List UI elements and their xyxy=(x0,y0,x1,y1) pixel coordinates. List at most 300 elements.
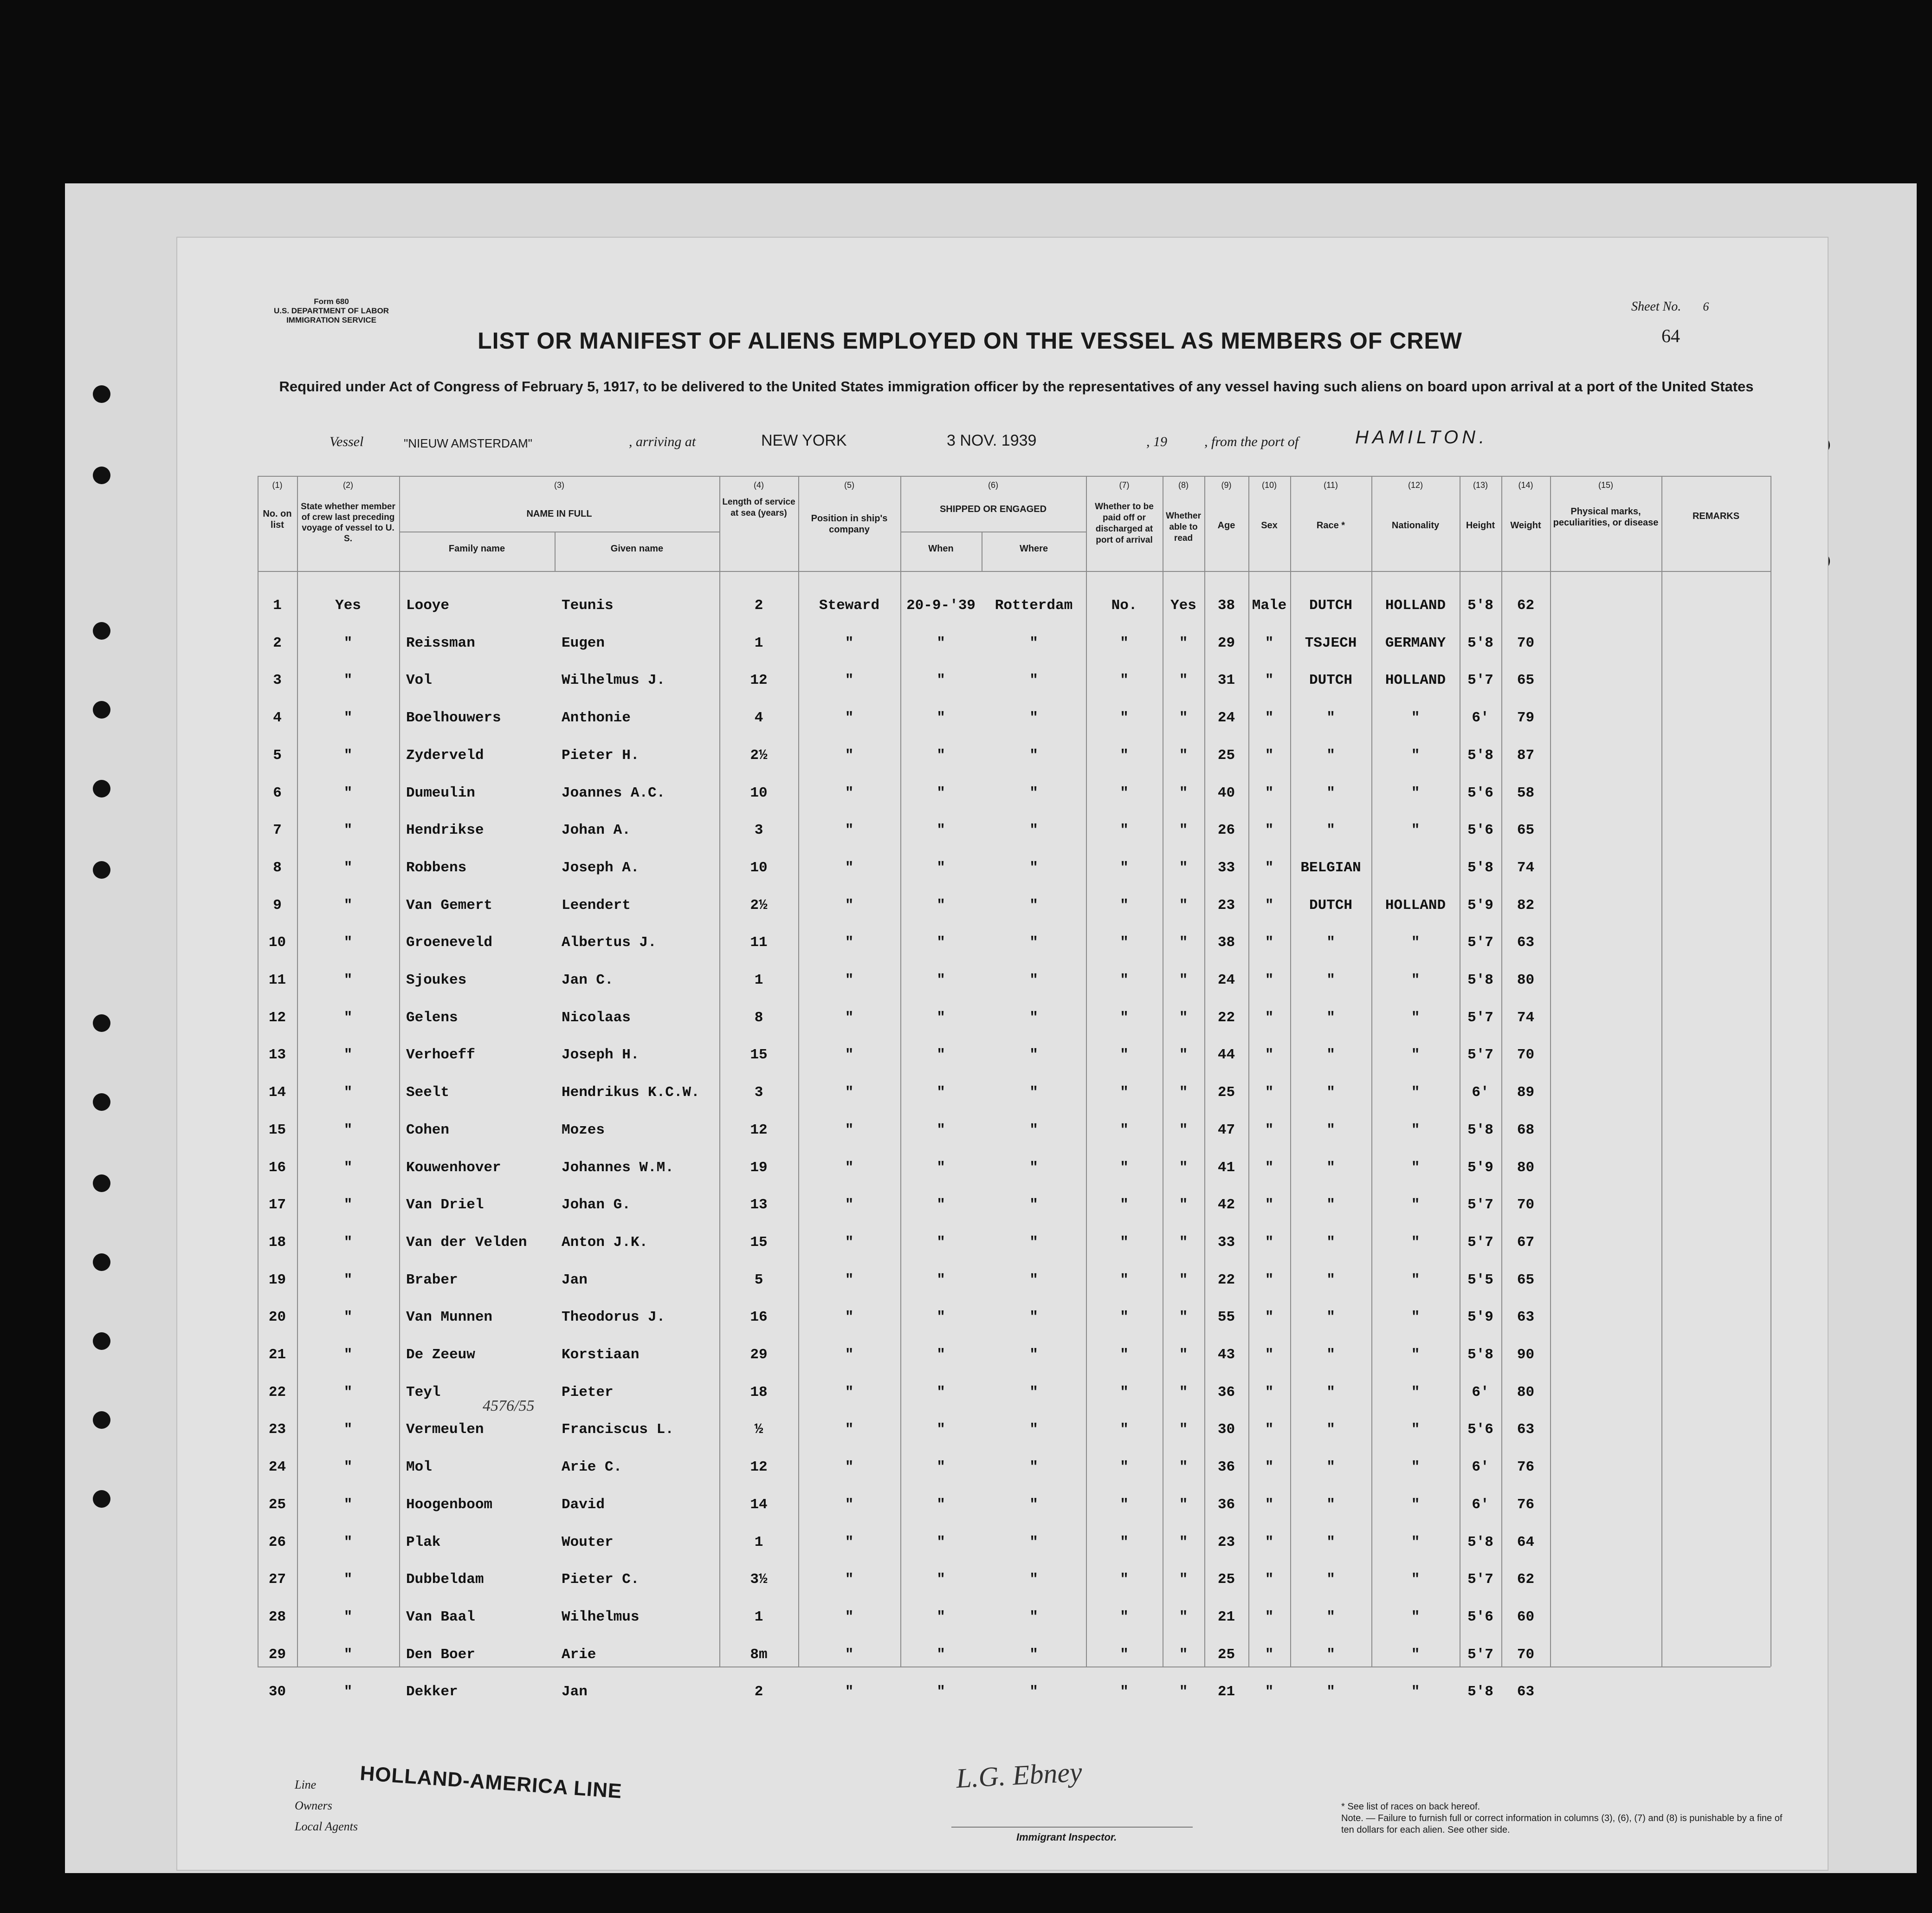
cell-shipped-where: " xyxy=(1029,1684,1038,1700)
cell-race: TSJECH xyxy=(1305,635,1357,651)
cell-shipped-when: " xyxy=(937,1384,945,1401)
cell-length-service: 13 xyxy=(750,1197,768,1213)
cell-weight: 70 xyxy=(1517,1047,1535,1063)
cell-sex: " xyxy=(1265,747,1274,764)
cell-row-number: 8 xyxy=(273,859,282,876)
cell-height: 5'8 xyxy=(1467,635,1493,651)
cell-shipped-when: " xyxy=(937,1347,945,1363)
cell-row-number: 25 xyxy=(268,1496,286,1513)
cell-family-name: Van Munnen xyxy=(406,1309,493,1326)
table-row xyxy=(258,924,1770,961)
table-row xyxy=(258,1112,1770,1149)
cell-height: 6' xyxy=(1472,1384,1489,1401)
cell-paid-off: " xyxy=(1120,1234,1129,1251)
cell-state-member: " xyxy=(343,1684,353,1700)
cell-height: 5'8 xyxy=(1467,597,1493,614)
cell-state-member: " xyxy=(343,710,353,726)
cell-shipped-where: " xyxy=(1029,635,1038,651)
cell-given-name: Nicolaas xyxy=(562,1009,631,1026)
cell-able-read: " xyxy=(1179,747,1188,764)
cell-length-service: 11 xyxy=(750,934,768,951)
cell-shipped-when: " xyxy=(937,822,945,839)
cell-able-read: " xyxy=(1179,1084,1188,1101)
cell-length-service: 16 xyxy=(750,1309,768,1326)
cell-state-member: " xyxy=(343,747,353,764)
arriving-label: , arriving at xyxy=(629,434,696,449)
table-row xyxy=(258,1149,1770,1187)
cell-age: 30 xyxy=(1217,1421,1235,1438)
cell-height: 5'7 xyxy=(1467,1234,1493,1251)
cell-weight: 89 xyxy=(1517,1084,1535,1101)
cell-length-service: 14 xyxy=(750,1496,768,1513)
row22-annotation: 4576/55 xyxy=(483,1397,535,1414)
cell-position: " xyxy=(845,859,854,876)
cell-state-member: " xyxy=(343,897,353,914)
col-num: (2) xyxy=(343,480,353,490)
agents-label: Local Agents xyxy=(295,1820,358,1833)
cell-paid-off: " xyxy=(1120,1009,1129,1026)
cell-paid-off: " xyxy=(1120,897,1129,914)
cell-state-member: " xyxy=(343,1496,353,1513)
cell-shipped-when: " xyxy=(937,710,945,726)
cell-paid-off: " xyxy=(1120,972,1129,988)
col-num: (11) xyxy=(1324,480,1338,490)
cell-state-member: " xyxy=(343,1234,353,1251)
col-num: (10) xyxy=(1261,480,1277,490)
cell-shipped-when: " xyxy=(937,1571,945,1588)
cell-age: 25 xyxy=(1217,747,1235,764)
cell-family-name: Reissman xyxy=(406,635,475,651)
cell-able-read: " xyxy=(1179,1384,1188,1401)
cell-given-name: Wouter xyxy=(562,1534,614,1550)
cell-sex: " xyxy=(1265,1534,1274,1550)
cell-age: 36 xyxy=(1217,1384,1235,1401)
cell-race: " xyxy=(1326,1534,1335,1550)
cell-position: " xyxy=(845,1571,854,1588)
header-state-member: State whether member of crew last preceding voyage of vessel to U. S. xyxy=(301,502,395,544)
header-age: Age xyxy=(1217,520,1235,531)
cell-sex: Male xyxy=(1252,597,1287,614)
cell-length-service: 1 xyxy=(754,972,763,988)
cell-family-name: Looye xyxy=(406,597,450,614)
cell-row-number: 15 xyxy=(268,1122,286,1138)
binder-hole xyxy=(93,1490,110,1508)
cell-shipped-when: " xyxy=(937,747,945,764)
cell-nationality: " xyxy=(1411,1009,1420,1026)
cell-height: 5'6 xyxy=(1467,822,1493,839)
cell-paid-off: " xyxy=(1120,1459,1129,1476)
cell-position: " xyxy=(845,1047,854,1063)
cell-state-member: " xyxy=(343,1047,353,1063)
cell-race: " xyxy=(1326,1384,1335,1401)
cell-state-member: " xyxy=(343,1646,353,1663)
cell-family-name: De Zeeuw xyxy=(406,1347,475,1363)
cell-shipped-when: " xyxy=(937,1608,945,1625)
cell-sex: " xyxy=(1265,1197,1274,1213)
cell-age: 22 xyxy=(1217,1009,1235,1026)
header-name-in-full: NAME IN FULL xyxy=(526,509,592,519)
cell-length-service: 5 xyxy=(754,1271,763,1288)
cell-weight: 80 xyxy=(1517,1384,1535,1401)
cell-age: 40 xyxy=(1217,785,1235,801)
cell-state-member: " xyxy=(343,934,353,951)
cell-shipped-when: " xyxy=(937,1646,945,1663)
cell-length-service: ½ xyxy=(754,1421,763,1438)
table-row xyxy=(258,1299,1770,1336)
cell-age: 24 xyxy=(1217,972,1235,988)
cell-race: " xyxy=(1326,934,1335,951)
cell-given-name: Teunis xyxy=(562,597,614,614)
cell-shipped-when: " xyxy=(937,1534,945,1550)
cell-row-number: 3 xyxy=(273,672,282,689)
inspector-label: Immigrant Inspector. xyxy=(1016,1831,1117,1843)
cell-shipped-when: 20-9-'39 xyxy=(906,597,976,614)
table-row xyxy=(258,850,1770,887)
cell-state-member: " xyxy=(343,1309,353,1326)
table-row xyxy=(258,887,1770,924)
binder-hole xyxy=(93,622,110,640)
table-row xyxy=(258,1449,1770,1486)
cell-nationality: " xyxy=(1411,1122,1420,1138)
cell-able-read: " xyxy=(1179,1571,1188,1588)
cell-race: " xyxy=(1326,1197,1335,1213)
sheet-label: Sheet No. xyxy=(1631,299,1681,314)
cell-family-name: Den Boer xyxy=(406,1646,475,1663)
cell-height: 5'7 xyxy=(1467,934,1493,951)
cell-race: " xyxy=(1326,1309,1335,1326)
cell-shipped-when: " xyxy=(937,897,945,914)
cell-family-name: Seelt xyxy=(406,1084,450,1101)
cell-sex: " xyxy=(1265,822,1274,839)
cell-sex: " xyxy=(1265,1496,1274,1513)
cell-height: 6' xyxy=(1472,1496,1489,1513)
cell-given-name: Mozes xyxy=(562,1122,605,1138)
sheet-number-field xyxy=(1631,299,1709,314)
cell-sex: " xyxy=(1265,1347,1274,1363)
cell-given-name: Albertus J. xyxy=(562,934,657,951)
binder-hole xyxy=(93,1411,110,1429)
binder-hole xyxy=(93,701,110,719)
cell-state-member: " xyxy=(343,1159,353,1176)
col-num: (14) xyxy=(1518,480,1533,490)
cell-weight: 68 xyxy=(1517,1122,1535,1138)
table-row xyxy=(258,999,1770,1037)
cell-state-member: Yes xyxy=(335,597,361,614)
cell-shipped-where: " xyxy=(1029,934,1038,951)
cell-nationality: HOLLAND xyxy=(1385,672,1446,689)
cell-position: " xyxy=(845,972,854,988)
table-row xyxy=(258,1486,1770,1524)
cell-row-number: 12 xyxy=(268,1009,286,1026)
cell-length-service: 3 xyxy=(754,1084,763,1101)
table-row xyxy=(258,1187,1770,1224)
cell-race: " xyxy=(1326,710,1335,726)
cell-position: " xyxy=(845,1084,854,1101)
cell-age: 36 xyxy=(1217,1496,1235,1513)
cell-able-read: Yes xyxy=(1170,597,1196,614)
cell-weight: 87 xyxy=(1517,747,1535,764)
cell-given-name: Arie C. xyxy=(562,1459,622,1476)
cell-nationality: " xyxy=(1411,1271,1420,1288)
header-physical: Physical marks, peculiarities, or disease xyxy=(1553,506,1659,528)
cell-length-service: 12 xyxy=(750,1459,768,1476)
page-title: LIST OR MANIFEST OF ALIENS EMPLOYED ON THE VESSEL AS MEMBERS OF CREW xyxy=(478,328,1462,354)
cell-length-service: 15 xyxy=(750,1234,768,1251)
header-height: Height xyxy=(1466,520,1495,531)
cell-weight: 74 xyxy=(1517,1009,1535,1026)
cell-family-name: Dumeulin xyxy=(406,785,475,801)
cell-able-read: " xyxy=(1179,1122,1188,1138)
cell-family-name: Boelhouwers xyxy=(406,710,501,726)
cell-given-name: Anton J.K. xyxy=(562,1234,648,1251)
cell-paid-off: " xyxy=(1120,1159,1129,1176)
header-length-service: Length of service at sea (years) xyxy=(722,497,795,518)
cell-row-number: 13 xyxy=(268,1047,286,1063)
page-number: 64 xyxy=(1661,325,1680,346)
cell-shipped-where: " xyxy=(1029,1384,1038,1401)
cell-age: 44 xyxy=(1217,1047,1235,1063)
cell-row-number: 11 xyxy=(268,972,286,988)
cell-nationality: " xyxy=(1411,1084,1420,1101)
cell-race: " xyxy=(1326,1047,1335,1063)
binder-hole xyxy=(93,1014,110,1032)
cell-position: " xyxy=(845,1234,854,1251)
cell-height: 5'8 xyxy=(1467,1122,1493,1138)
cell-weight: 60 xyxy=(1517,1608,1535,1625)
cell-paid-off: " xyxy=(1120,785,1129,801)
cell-height: 5'5 xyxy=(1467,1271,1493,1288)
cell-race: DUTCH xyxy=(1309,597,1352,614)
cell-paid-off: " xyxy=(1120,1309,1129,1326)
cell-length-service: 8m xyxy=(750,1646,768,1663)
cell-age: 33 xyxy=(1217,859,1235,876)
cell-able-read: " xyxy=(1179,785,1188,801)
cell-able-read: " xyxy=(1179,1646,1188,1663)
cell-sex: " xyxy=(1265,1646,1274,1663)
cell-shipped-when: " xyxy=(937,934,945,951)
cell-state-member: " xyxy=(343,1347,353,1363)
cell-race: " xyxy=(1326,1122,1335,1138)
cell-able-read: " xyxy=(1179,1234,1188,1251)
cell-height: 5'7 xyxy=(1467,1571,1493,1588)
cell-family-name: Braber xyxy=(406,1271,458,1288)
cell-position: " xyxy=(845,635,854,651)
cell-height: 5'7 xyxy=(1467,1197,1493,1213)
cell-weight: 63 xyxy=(1517,1309,1535,1326)
binder-hole xyxy=(93,1253,110,1271)
cell-race: DUTCH xyxy=(1309,672,1352,689)
cell-height: 5'7 xyxy=(1467,1009,1493,1026)
cell-sex: " xyxy=(1265,1159,1274,1176)
cell-able-read: " xyxy=(1179,1271,1188,1288)
header-sex: Sex xyxy=(1261,520,1278,531)
cell-row-number: 30 xyxy=(268,1684,286,1700)
cell-paid-off: " xyxy=(1120,1271,1129,1288)
cell-position: " xyxy=(845,1009,854,1026)
header-when: When xyxy=(928,544,954,554)
cell-shipped-when: " xyxy=(937,785,945,801)
col-num: (12) xyxy=(1408,480,1423,490)
cell-height: 5'7 xyxy=(1467,1646,1493,1663)
cell-sex: " xyxy=(1265,972,1274,988)
cell-paid-off: " xyxy=(1120,1047,1129,1063)
cell-age: 26 xyxy=(1217,822,1235,839)
header-where: Where xyxy=(1019,544,1048,554)
cell-given-name: Pieter C. xyxy=(562,1571,640,1588)
binder-hole xyxy=(93,1093,110,1111)
cell-paid-off: " xyxy=(1120,635,1129,651)
cell-age: 22 xyxy=(1217,1271,1235,1288)
cell-height: 5'8 xyxy=(1467,747,1493,764)
cell-shipped-when: " xyxy=(937,1309,945,1326)
cell-height: 5'8 xyxy=(1467,1534,1493,1550)
cell-position: " xyxy=(845,1271,854,1288)
cell-row-number: 2 xyxy=(273,635,282,651)
cell-able-read: " xyxy=(1179,1534,1188,1550)
inspector-signature: L.G. Ebney xyxy=(955,1756,1083,1794)
cell-nationality: " xyxy=(1411,1159,1420,1176)
cell-row-number: 24 xyxy=(268,1459,286,1476)
cell-row-number: 27 xyxy=(268,1571,286,1588)
cell-age: 33 xyxy=(1217,1234,1235,1251)
binder-hole xyxy=(93,780,110,798)
cell-length-service: 10 xyxy=(750,859,768,876)
cell-able-read: " xyxy=(1179,972,1188,988)
cell-weight: 62 xyxy=(1517,1571,1535,1588)
cell-race: " xyxy=(1326,1234,1335,1251)
cell-position: " xyxy=(845,897,854,914)
cell-race: " xyxy=(1326,747,1335,764)
cell-weight: 74 xyxy=(1517,859,1535,876)
cell-given-name: Eugen xyxy=(562,635,605,651)
cell-shipped-where: " xyxy=(1029,1009,1038,1026)
cell-weight: 65 xyxy=(1517,672,1535,689)
cell-family-name: Vol xyxy=(406,672,432,689)
cell-height: 5'6 xyxy=(1467,1608,1493,1625)
cell-race: " xyxy=(1326,1009,1335,1026)
cell-length-service: 3 xyxy=(754,822,763,839)
cell-length-service: 1 xyxy=(754,1608,763,1625)
cell-shipped-where: " xyxy=(1029,672,1038,689)
cell-position: " xyxy=(845,1347,854,1363)
cell-shipped-where: " xyxy=(1029,1534,1038,1550)
cell-state-member: " xyxy=(343,1571,353,1588)
cell-nationality: " xyxy=(1411,1047,1420,1063)
cell-able-read: " xyxy=(1179,1459,1188,1476)
cell-nationality: " xyxy=(1411,1684,1420,1700)
cell-race: " xyxy=(1326,785,1335,801)
cell-position: " xyxy=(845,747,854,764)
cell-sex: " xyxy=(1265,672,1274,689)
cell-race: " xyxy=(1326,1646,1335,1663)
cell-given-name: Anthonie xyxy=(562,710,631,726)
cell-sex: " xyxy=(1265,710,1274,726)
arrival-date: 3 NOV. 1939 xyxy=(947,432,1037,449)
cell-position: " xyxy=(845,1159,854,1176)
cell-row-number: 28 xyxy=(268,1608,286,1625)
cell-position: " xyxy=(845,1197,854,1213)
cell-paid-off: " xyxy=(1120,1197,1129,1213)
cell-shipped-where: " xyxy=(1029,1608,1038,1625)
cell-height: 5'7 xyxy=(1467,1047,1493,1063)
cell-state-member: " xyxy=(343,1421,353,1438)
cell-age: 43 xyxy=(1217,1347,1235,1363)
cell-position: " xyxy=(845,710,854,726)
cell-race: " xyxy=(1326,1159,1335,1176)
binder-hole xyxy=(93,1174,110,1192)
cell-row-number: 16 xyxy=(268,1159,286,1176)
cell-weight: 58 xyxy=(1517,785,1535,801)
cell-given-name: Joseph H. xyxy=(562,1047,640,1063)
cell-shipped-when: " xyxy=(937,1684,945,1700)
cell-length-service: 15 xyxy=(750,1047,768,1063)
cell-nationality: HOLLAND xyxy=(1385,897,1446,914)
cell-sex: " xyxy=(1265,635,1274,651)
cell-nationality: HOLLAND xyxy=(1385,597,1446,614)
cell-position: " xyxy=(845,1421,854,1438)
binder-hole xyxy=(93,385,110,403)
cell-age: 36 xyxy=(1217,1459,1235,1476)
cell-shipped-where: " xyxy=(1029,1496,1038,1513)
cell-age: 38 xyxy=(1217,597,1235,614)
cell-length-service: 10 xyxy=(750,785,768,801)
cell-state-member: " xyxy=(343,822,353,839)
cell-position: " xyxy=(845,1684,854,1700)
cell-sex: " xyxy=(1265,1047,1274,1063)
cell-state-member: " xyxy=(343,1009,353,1026)
cell-family-name: Plak xyxy=(406,1534,441,1550)
cell-height: 5'8 xyxy=(1467,1347,1493,1363)
cell-position: Steward xyxy=(819,597,880,614)
table-row xyxy=(258,1262,1770,1299)
cell-given-name: Pieter xyxy=(562,1384,614,1401)
form-number: Form 680 xyxy=(314,297,349,306)
table-row xyxy=(258,1673,1770,1711)
cell-position: " xyxy=(845,1646,854,1663)
cell-row-number: 18 xyxy=(268,1234,286,1251)
cell-given-name: Johannes W.M. xyxy=(562,1159,674,1176)
cell-state-member: " xyxy=(343,859,353,876)
cell-row-number: 14 xyxy=(268,1084,286,1101)
penalty-note: Note. — Failure to furnish full or correct information in columns (3), (6), (7) and (8) is punishable by a fine of ten dollars for each alien. See other side. xyxy=(1341,1813,1783,1835)
cell-sex: " xyxy=(1265,1009,1274,1026)
cell-sex: " xyxy=(1265,1608,1274,1625)
cell-nationality: " xyxy=(1411,1646,1420,1663)
cell-able-read: " xyxy=(1179,1421,1188,1438)
col-num: (13) xyxy=(1473,480,1488,490)
table-row xyxy=(258,812,1770,849)
line-stamp: HOLLAND-AMERICA LINE xyxy=(359,1762,623,1803)
cell-able-read: " xyxy=(1179,1197,1188,1213)
cell-shipped-where: " xyxy=(1029,972,1038,988)
col-num: (4) xyxy=(754,480,764,490)
cell-sex: " xyxy=(1265,1271,1274,1288)
cell-position: " xyxy=(845,1459,854,1476)
cell-able-read: " xyxy=(1179,897,1188,914)
cell-length-service: 2 xyxy=(754,1684,763,1700)
cell-state-member: " xyxy=(343,1271,353,1288)
cell-family-name: Hendrikse xyxy=(406,822,484,839)
vessel-label: Vessel xyxy=(330,434,364,449)
cell-state-member: " xyxy=(343,1122,353,1138)
table-row xyxy=(258,700,1770,737)
cell-length-service: 2½ xyxy=(750,897,768,914)
cell-age: 21 xyxy=(1217,1608,1235,1625)
cell-height: 5'9 xyxy=(1467,1309,1493,1326)
cell-shipped-where: " xyxy=(1029,1122,1038,1138)
cell-state-member: " xyxy=(343,1197,353,1213)
cell-height: 5'8 xyxy=(1467,1684,1493,1700)
